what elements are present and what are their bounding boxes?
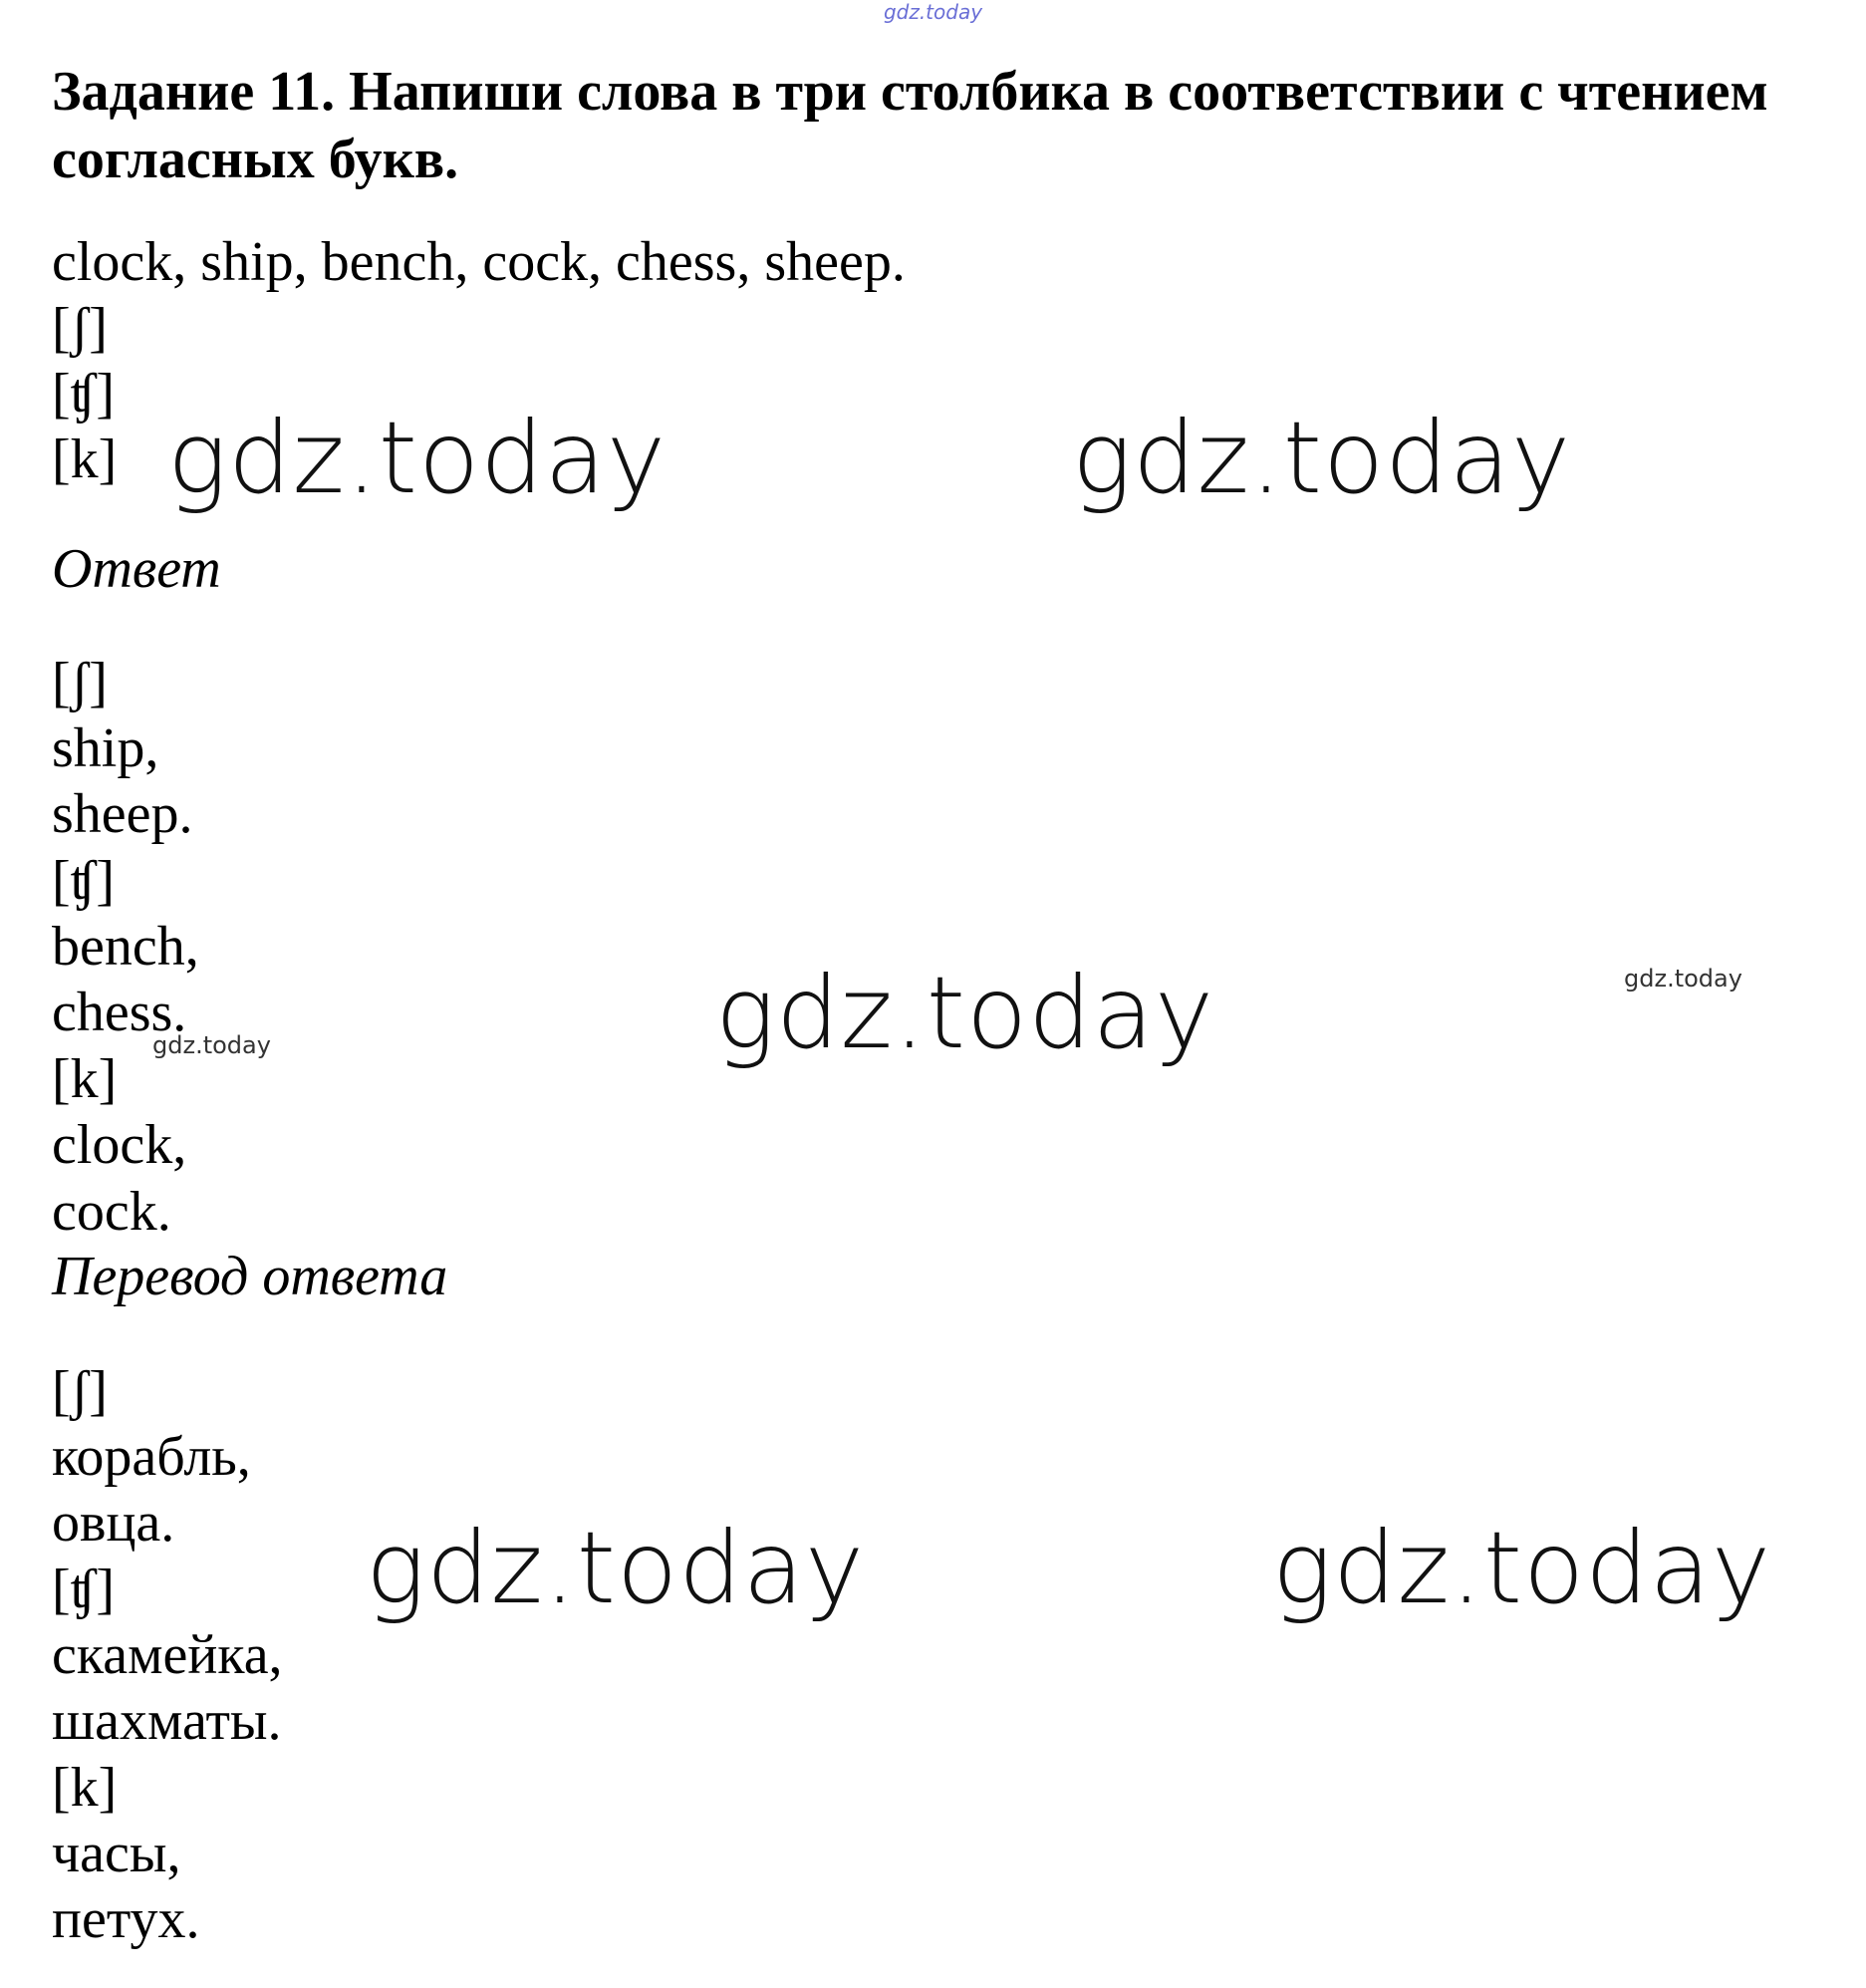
- translation-line: шахматы.: [52, 1690, 282, 1752]
- top-watermark: gdz.today: [883, 0, 983, 24]
- translation-heading: Перевод ответа: [52, 1246, 448, 1307]
- translation-line: [ʧ]: [52, 1559, 116, 1620]
- answer-line: sheep.: [52, 783, 193, 845]
- translation-line: [ʃ]: [52, 1360, 108, 1422]
- watermark-large: gdz.today: [366, 1510, 866, 1626]
- watermark-small: gdz.today: [1624, 965, 1742, 993]
- watermark-large: gdz.today: [1272, 1510, 1772, 1626]
- answer-line: clock,: [52, 1114, 187, 1176]
- answer-line: bench,: [52, 916, 199, 978]
- translation-line: скамейка,: [52, 1624, 283, 1686]
- task-sound-ch: [ʧ]: [52, 363, 116, 425]
- watermark-small: gdz.today: [152, 1031, 271, 1059]
- answer-line: [k]: [52, 1048, 118, 1110]
- answer-line: ship,: [52, 717, 159, 779]
- answer-line: [ʃ]: [52, 652, 108, 713]
- translation-line: корабль,: [52, 1426, 251, 1488]
- answer-line: chess.: [52, 982, 187, 1043]
- translation-line: [k]: [52, 1757, 118, 1819]
- translation-line: петух.: [52, 1888, 200, 1950]
- task-title: Задание 11. Напиши слова в три столбика в соответствии с чтением согласных букв.: [52, 61, 1768, 190]
- translation-line: часы,: [52, 1823, 181, 1884]
- answer-line: cock.: [52, 1181, 171, 1243]
- answer-line: [ʧ]: [52, 850, 116, 912]
- task-words: clock, ship, bench, cock, chess, sheep.: [52, 231, 906, 293]
- watermark-large: gdz.today: [1072, 400, 1572, 516]
- answer-heading: Ответ: [52, 538, 221, 600]
- translation-line: овца.: [52, 1492, 175, 1554]
- watermark-large: gdz.today: [167, 400, 667, 516]
- watermark-large: gdz.today: [715, 955, 1215, 1071]
- task-sound-k: [k]: [52, 428, 118, 490]
- task-sound-sh: [ʃ]: [52, 297, 108, 359]
